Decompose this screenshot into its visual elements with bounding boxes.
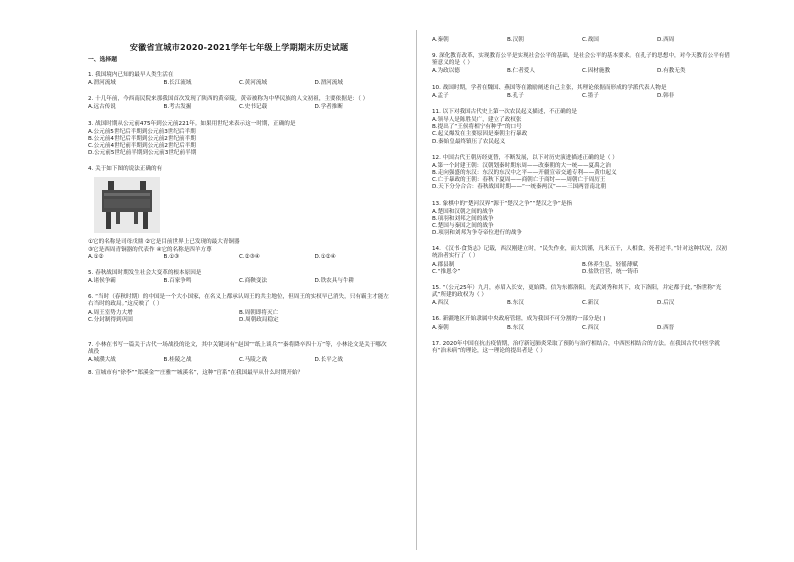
options (88, 104, 390, 111)
question-8-options (432, 37, 732, 44)
option-c: C.墨子 (582, 92, 599, 99)
option-c: C.公元前4世纪前半期到公元前2世纪后半期 (88, 143, 196, 149)
question-stem: 15. “（公元25年）九月，赤眉入长安，更始降。信为东都洛阳。光武刘秀和其下，攻下洛阳，并定都于此，”指世称“光武”所建的政权为（ ） (432, 284, 722, 299)
option-a: A.城濮大战 (88, 357, 116, 364)
option-a: A.渭河流域 (88, 80, 116, 87)
question-stem: 16. 新疆地区开始隶属中央政府管辖，成为我国不可分割的一部分是( ) (432, 316, 606, 323)
question-1 (88, 72, 390, 87)
options (432, 300, 732, 307)
option-d: D.韩非 (657, 92, 675, 99)
options (432, 117, 732, 146)
options (432, 68, 732, 75)
options (88, 80, 390, 87)
option-d: D.①②④ (314, 253, 336, 260)
question-stem: 7. 小林在书写一篇关于古代一场战役的论文，其中关键词有“赵国”“纸上谈兵”“秦将降卒四十万”等，小林论文是关于哪次战役 (88, 341, 387, 356)
option-c: C.分封制得到巩固 (88, 316, 133, 323)
option-c: C.西汉 (582, 324, 599, 331)
option-a: A.郡县制 (432, 261, 455, 268)
question-12 (432, 155, 732, 192)
option-a: A.西汉 (432, 300, 449, 307)
option-a: A.楚国和汉朝之间的战争 (432, 208, 494, 215)
option-d: D.公元前5世纪前半期到公元前3世纪前半期 (88, 150, 197, 157)
option-a: A.诸侯争霸 (88, 278, 116, 285)
option-b: B.提出了“王侯将相宁有种乎”的口号 (432, 124, 522, 131)
bronze-ding-image (94, 177, 160, 233)
options (88, 278, 390, 285)
option-a: A.①② (88, 253, 104, 260)
option-d: D.西周 (657, 37, 675, 43)
question-stem: 14. 《汉书·食货志》记载，西汉刚建立时，“民失作业，而大饥馑，凡米五千，人相食，死者过半。”针对这种状况，汉初统治者实行了（ ） (432, 246, 728, 260)
question-stem: 3. 战国时期从公元前475年到公元前221年。如果用世纪来表示这一时期，正确的是 (88, 120, 296, 127)
question-2 (88, 96, 390, 111)
option-b: B.孔子 (507, 92, 524, 99)
option-d: D.长平之战 (314, 357, 343, 364)
question-stem: 10. 战国时期，学者在魏国、燕国等在激励阐述自己主张，其理论依据而形成的学派代表人物是 (432, 84, 667, 91)
question-7 (88, 342, 390, 364)
option-c: C.楚国与秦国之间的战争 (432, 222, 494, 229)
options (88, 129, 390, 158)
question-10 (432, 85, 732, 100)
option-b: B.百家争鸣 (163, 278, 192, 285)
option-c: C.商鞅变法 (239, 278, 268, 285)
option-a: A.第一个封建王朝：汉朝划秦时期东周——改秦朝的大一统——夏禹之治 (432, 162, 611, 169)
option-d: D.天下分分合合：春秋战国时期——“一统秦两汉”——三国两晋南北朝 (432, 184, 607, 191)
question-stem: 6. “当时（春秋时期）的中国是一个大小国家，在名义上都承认周王的共主地位，但周王的实权早已消失，只有霸主才能左右当时的政局。”这反映了（ ） (88, 294, 389, 308)
option-b: B.桂陵之战 (163, 357, 192, 364)
option-a: A.秦朝 (432, 37, 449, 43)
option-d: D.项羽和刘邦为争夺帝位进行的战争 (432, 230, 522, 237)
option-a: A.领导人是陈胜吴广，建立了政权张 (432, 117, 522, 124)
question-6 (88, 294, 390, 324)
options (432, 163, 732, 192)
option-a: A.为政以德 (432, 68, 460, 75)
question-stem: 12. 中国古代王朝历经更替，不断发展，以下对历史演进描述正确的是（ ） (432, 154, 618, 161)
option-d: D.渭河流域 (314, 80, 343, 87)
question-3 (88, 121, 390, 158)
section-heading: 一、选择题 (88, 56, 117, 63)
option-d: D.铁农具与牛耕 (314, 278, 355, 285)
option-c: C.黄河流域 (239, 80, 268, 87)
left-column (88, 0, 390, 379)
option-b: B.公元前4世纪后半期到公元前2世纪前半期 (88, 135, 196, 142)
option-c: C.战国 (582, 37, 599, 43)
option-b: B.长江流域 (163, 80, 192, 87)
question-stem: 1. 我国境内已知的最早人类生活在 (88, 71, 174, 78)
option-b: B.汉朝 (507, 37, 524, 43)
column-divider (416, 30, 417, 550)
question-14 (432, 246, 732, 276)
question-stem: 8. 宣城市有“徐李”“郑溪金”“庄雅”“城溪名”，这种“官系”在我国最早从什么时期开始？ (88, 370, 304, 377)
option-b: B.仁者爱人 (507, 68, 535, 75)
page-title: 安徽省宣城市2020-2021学年七年级上学期期末历史试题 (129, 42, 349, 52)
question-stem: 9. 深化教育改革，实现教育公平是实现社会公平的基础，是社会公平的基本要求。在孔子的思想中，对今天教育公平有借鉴意义的是（ ） (432, 53, 730, 67)
question-15 (432, 285, 732, 307)
option-b: B.东汉 (507, 300, 524, 307)
options (88, 254, 390, 261)
question-11 (432, 109, 732, 146)
question-13 (432, 201, 732, 238)
option-a: A.周王室势力大增 (88, 309, 133, 316)
question-stem: 5. 春秋战国时期发生社会大变革的根本原因是 (88, 269, 202, 276)
statement: ③它是西周青铜器的代表作 ④它的名称是四羊方尊 (88, 246, 212, 253)
question-4 (88, 166, 390, 261)
option-a: A.孟子 (432, 92, 449, 99)
question-9 (432, 53, 732, 75)
right-column (432, 0, 732, 356)
question-8 (88, 370, 390, 377)
option-b: B.①③ (163, 253, 180, 260)
options (432, 209, 732, 238)
option-c: C.新汉 (582, 300, 599, 307)
option-b: B.走向强盛的东汉：东汉的东汉中之平——开疆宣帝交通专利——黄巾起义 (432, 170, 617, 177)
option-a: A.秦朝 (432, 324, 449, 331)
option-d: D.秦始皇最终镇压了农民起义 (432, 138, 506, 145)
option-d: D.周朝政局稳定 (239, 316, 279, 323)
options (432, 93, 732, 100)
question-stem: 17. 2020年中国在抗击疫情期，治疗新冠肺炎采取了预防与治疗相结合，中西医相结合的方法。在我国古代中医学就有“治未病”的理论，这一理论的提出者是（ ） (432, 340, 720, 354)
question-5 (88, 270, 390, 285)
option-c: C.“推恩令” (432, 268, 461, 275)
option-c: C.亡于暴政的王朝：春秋下夏周——商朝亡于商纣——周朝亡于周厉王 (432, 177, 606, 184)
question-16 (432, 316, 732, 331)
option-c: C.②③④ (239, 253, 260, 260)
question-stem: 2. 十几年前，今西南民院来那我国首次发现了陕西的黄帝陵，黄帝被称为中华民族的人文初祖，主要依据是：（ ） (88, 96, 369, 103)
option-c: C.起义爆发在主要原因是秦朝主行暴政 (432, 131, 528, 138)
options (432, 325, 732, 332)
option-b: B.周朝即将灭亡 (239, 309, 279, 316)
option-b: B.考古发掘 (163, 104, 192, 111)
option-a: A.公元前5世纪后半期到公元前3世纪后半期 (88, 128, 196, 135)
question-stem: 11. 以下对我国古代史上第一次农民起义描述，不正确的是 (432, 108, 577, 115)
option-d: D.西晋 (657, 324, 675, 331)
option-b: B.休养生息，轻徭薄赋 (582, 261, 638, 268)
options (432, 262, 732, 276)
option-d: D.学者推断 (314, 104, 343, 111)
statement: ①它的名称是司母戊鼎 ②它是目前世界上已发现的最大青铜器 (88, 239, 240, 246)
question-stem: 4. 关于如下图的说法正确的有 (88, 166, 163, 173)
option-d: D.盐铁官营，统一铸币 (582, 268, 639, 275)
option-b: B.东汉 (507, 324, 524, 331)
option-d: D.后汉 (657, 300, 675, 307)
option-c: C.因材施教 (582, 68, 611, 75)
question-17 (432, 341, 732, 355)
option-b: B.项羽和刘邦之间的战争 (432, 215, 494, 222)
question-stem: 13. 象棋中的“楚河汉界”源于“楚汉之争”“楚汉之争”是指 (432, 200, 572, 207)
option-c: C.史书记载 (239, 104, 268, 111)
options (88, 310, 390, 324)
option-a: A.远古传说 (88, 104, 116, 111)
option-d: D.有教无类 (657, 68, 686, 75)
option-c: C.马陵之战 (239, 357, 268, 364)
options (88, 357, 390, 364)
